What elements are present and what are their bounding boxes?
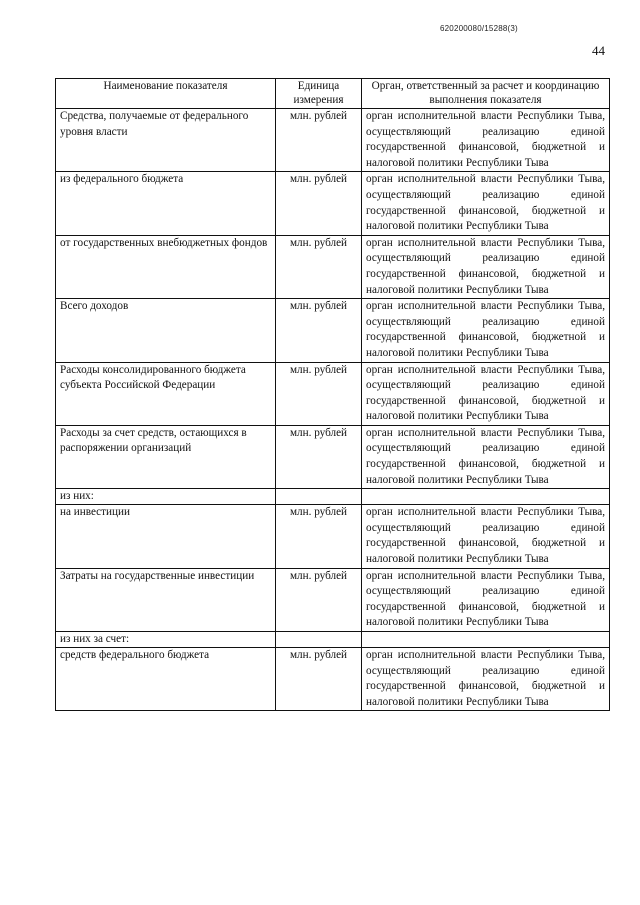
indicator-cell: Затраты на государственные инвестиции — [56, 568, 276, 631]
org-cell — [362, 632, 610, 648]
org-cell: орган исполнительной власти Республики Тыва, осуществляющий реализацию единой государственной финансовой, бюджетной и налоговой политики Республики Тыва — [362, 568, 610, 631]
org-cell: орган исполнительной власти Республики Тыва, осуществляющий реализацию единой государственной финансовой, бюджетной и налоговой политики Республики Тыва — [362, 109, 610, 172]
indicator-cell: Расходы консолидированного бюджета субъекта Российской Федерации — [56, 362, 276, 425]
table-row — [56, 362, 610, 425]
org-cell — [362, 489, 610, 505]
table-row — [56, 648, 610, 711]
unit-cell: млн. рублей — [276, 648, 362, 711]
indicator-cell: Расходы за счет средств, остающихся в распоряжении организаций — [56, 425, 276, 488]
org-cell: орган исполнительной власти Республики Тыва, осуществляющий реализацию единой государственной финансовой, бюджетной и налоговой политики Республики Тыва — [362, 362, 610, 425]
unit-cell: млн. рублей — [276, 362, 362, 425]
document-code: 620200080/15288(3) — [440, 24, 518, 33]
table-row — [56, 172, 610, 235]
unit-cell — [276, 632, 362, 648]
org-cell: орган исполнительной власти Республики Тыва, осуществляющий реализацию единой государственной финансовой, бюджетной и налоговой политики Республики Тыва — [362, 505, 610, 568]
unit-cell: млн. рублей — [276, 568, 362, 631]
page-number: 44 — [592, 43, 605, 58]
indicator-cell: Средства, получаемые от федерального уровня власти — [56, 109, 276, 172]
table-row — [56, 235, 610, 298]
unit-cell: млн. рублей — [276, 425, 362, 488]
table-row — [56, 505, 610, 568]
table-header-row — [56, 79, 610, 109]
indicator-cell: на инвестиции — [56, 505, 276, 568]
table-row — [56, 632, 610, 648]
indicator-cell: из них за счет: — [56, 632, 276, 648]
column-header-indicator: Наименование показателя — [56, 79, 276, 109]
unit-cell — [276, 489, 362, 505]
unit-cell: млн. рублей — [276, 109, 362, 172]
table-row — [56, 425, 610, 488]
org-cell: орган исполнительной власти Республики Тыва, осуществляющий реализацию единой государственной финансовой, бюджетной и налоговой политики Республики Тыва — [362, 648, 610, 711]
unit-cell: млн. рублей — [276, 172, 362, 235]
unit-cell: млн. рублей — [276, 505, 362, 568]
table-row — [56, 299, 610, 362]
table-row — [56, 568, 610, 631]
unit-cell: млн. рублей — [276, 299, 362, 362]
column-header-org: Орган, ответственный за расчет и координацию выполнения показателя — [362, 79, 610, 109]
table-row — [56, 489, 610, 505]
indicator-cell: из них: — [56, 489, 276, 505]
indicator-cell: из федерального бюджета — [56, 172, 276, 235]
indicator-cell: от государственных внебюджетных фондов — [56, 235, 276, 298]
column-header-unit: Единица измерения — [276, 79, 362, 109]
indicators-table — [55, 78, 610, 711]
org-cell: орган исполнительной власти Республики Тыва, осуществляющий реализацию единой государственной финансовой, бюджетной и налоговой политики Республики Тыва — [362, 235, 610, 298]
table-row — [56, 109, 610, 172]
org-cell: орган исполнительной власти Республики Тыва, осуществляющий реализацию единой государственной финансовой, бюджетной и налоговой политики Республики Тыва — [362, 425, 610, 488]
org-cell: орган исполнительной власти Республики Тыва, осуществляющий реализацию единой государственной финансовой, бюджетной и налоговой политики Республики Тыва — [362, 299, 610, 362]
indicator-cell: средств федерального бюджета — [56, 648, 276, 711]
indicator-cell: Всего доходов — [56, 299, 276, 362]
org-cell: орган исполнительной власти Республики Тыва, осуществляющий реализацию единой государственной финансовой, бюджетной и налоговой политики Республики Тыва — [362, 172, 610, 235]
unit-cell: млн. рублей — [276, 235, 362, 298]
